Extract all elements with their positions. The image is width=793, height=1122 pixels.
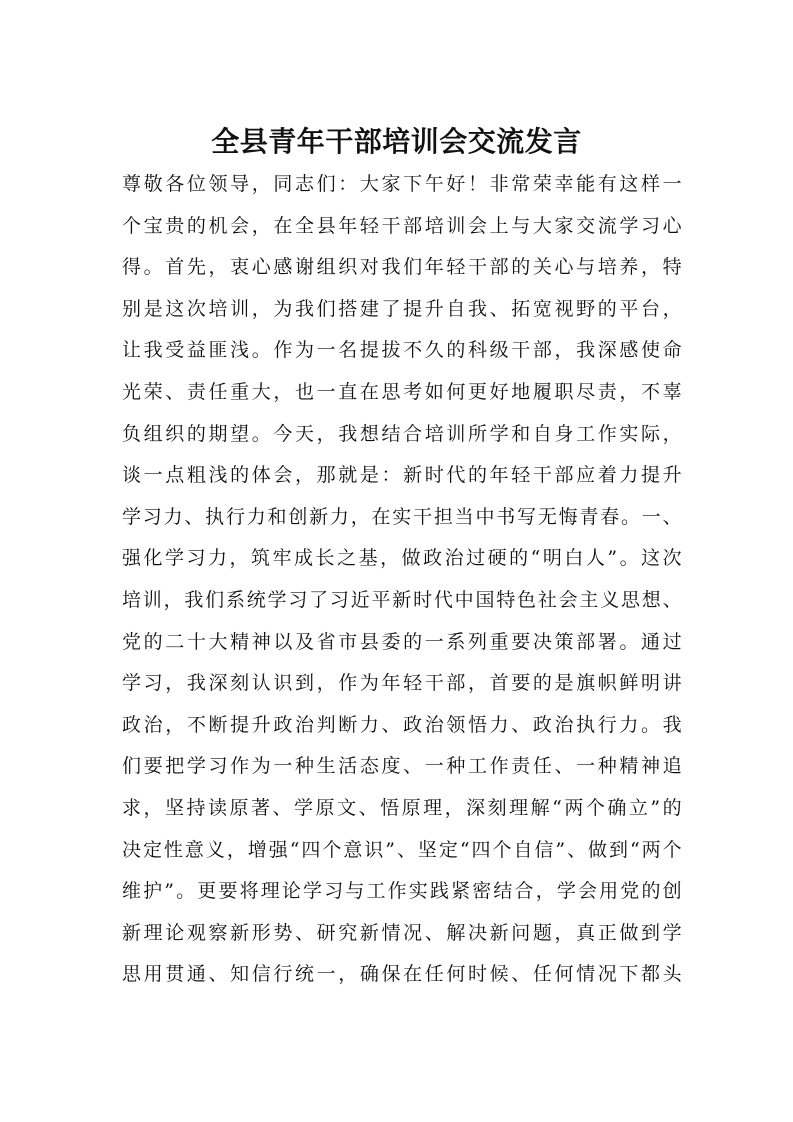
page-title: 全县青年干部培训会交流发言 — [211, 125, 582, 158]
body-line: 学习，我深刻认识到，作为年轻干部，首要的是旗帜鲜明讲 — [122, 672, 682, 695]
body-line: 政治，不断提升政治判断力、政治领悟力、政治执行力。我 — [122, 713, 682, 736]
body-line: 决定性意义，增强“四个意识”、坚定“四个自信”、做到“两个 — [122, 838, 682, 861]
body-line: 光荣、责任重大，也一直在思考如何更好地履职尽责，不辜 — [122, 380, 682, 403]
body-line: 学习力、执行力和创新力，在实干担当中书写无悔青春。一、 — [122, 505, 682, 528]
body-line: 党的二十大精神以及省市县委的一系列重要决策部署。通过 — [122, 630, 682, 653]
body-line: 得。首先，衷心感谢组织对我们年轻干部的关心与培养，特 — [122, 256, 682, 279]
document-body — [122, 164, 682, 996]
body-line: 们要把学习作为一种生活态度、一种工作责任、一种精神追 — [122, 755, 682, 778]
body-line: 负组织的期望。今天，我想结合培训所学和自身工作实际， — [122, 422, 682, 445]
body-line: 维护”。更要将理论学习与工作实践紧密结合，学会用党的创 — [122, 880, 682, 903]
body-line: 别是这次培训，为我们搭建了提升自我、拓宽视野的平台， — [122, 297, 682, 320]
body-line: 让我受益匪浅。作为一名提拔不久的科级干部，我深感使命 — [122, 339, 682, 362]
body-line: 思用贯通、知信行统一，确保在任何时候、任何情况下都头 — [122, 963, 682, 986]
body-line: 培训，我们系统学习了习近平新时代中国特色社会主义思想、 — [122, 588, 682, 611]
body-line: 强化学习力，筑牢成长之基，做政治过硬的“明白人”。这次 — [122, 547, 682, 570]
body-line: 新理论观察新形势、研究新情况、解决新问题，真正做到学 — [122, 921, 682, 944]
body-line: 谈一点粗浅的体会，那就是：新时代的年轻干部应着力提升 — [122, 464, 682, 487]
body-line: 求，坚持读原著、学原文、悟原理，深刻理解“两个确立”的 — [122, 796, 682, 819]
body-line: 个宝贵的机会，在全县年轻干部培训会上与大家交流学习心 — [122, 214, 682, 237]
body-line: 尊敬各位领导，同志们：大家下午好！非常荣幸能有这样一 — [122, 173, 682, 195]
